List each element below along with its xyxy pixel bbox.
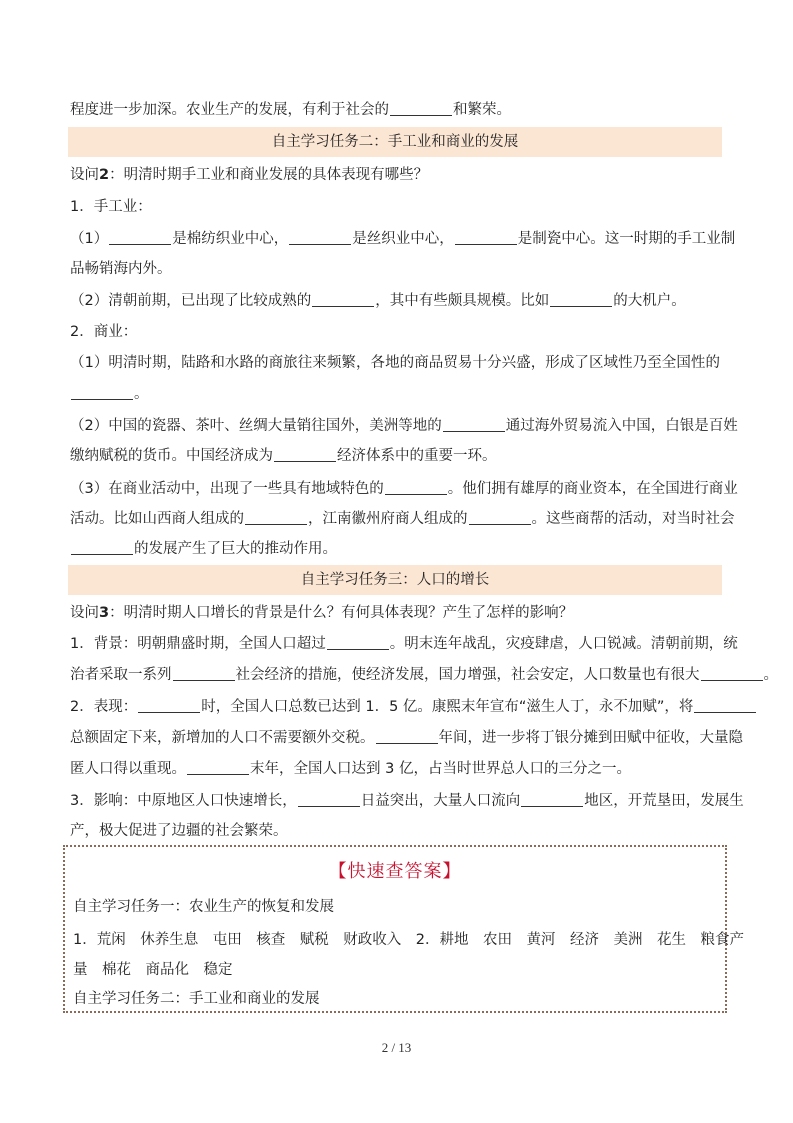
text: 缴纳赋税的货币。中国经济成为 (70, 448, 273, 464)
intro-end: 和繁荣。 (453, 102, 511, 118)
commerce-p2-line2 (70, 446, 497, 466)
commerce-p3-line2 (70, 509, 735, 529)
text: （2）中国的瓷器、茶叶、丝绸大量销往国外，美洲等地的 (70, 418, 442, 434)
task3-header: 自主学习任务三：人口的增长 (68, 565, 722, 595)
text: 3．影响：中原地区人口快速增长， (70, 793, 297, 809)
text: 。明末连年战乱，灾疫肆虐，人口锐减。清朝前期，统 (389, 636, 738, 652)
page-number: 2 / 13 (381, 1040, 412, 1055)
text: 是棉纺织业中心， (172, 231, 289, 247)
text: 的发展产生了巨大的推动作用。 (134, 541, 337, 557)
commerce-p1: （1）明清时期，陆路和水路的商旅往来频繁，各地的商品贸易十分兴盛，形成了区域性乃至全国性的 (70, 355, 720, 371)
blank[interactable] (390, 101, 452, 116)
text: 。这些商帮的活动，对当时社会 (531, 511, 735, 527)
text: 经济体系中的重要一环。 (337, 448, 497, 464)
text: 治者采取一系列 (70, 667, 172, 683)
text: 匿人口得以重现。 (70, 761, 186, 777)
text: 是丝织业中心， (352, 231, 454, 247)
population-effect (70, 791, 744, 811)
text: ，江南徽州府商人组成的 (308, 511, 468, 527)
population-performance-line2 (70, 728, 743, 748)
blank[interactable] (376, 729, 438, 744)
population-performance-line3 (70, 759, 631, 779)
commerce-p3-line3 (70, 539, 337, 559)
handicraft-p2 (70, 291, 686, 311)
blank[interactable] (71, 385, 133, 400)
question-number: 3 (99, 605, 110, 621)
blank[interactable] (298, 792, 360, 807)
section-handicraft-title: 1．手工业： (70, 199, 152, 215)
blank[interactable] (443, 417, 505, 432)
answer-title: 【快速查答案】 (328, 861, 462, 882)
question-text: ：明清时期人口增长的背景是什么？有何具体表现？产生了怎样的影响？ (109, 605, 574, 621)
text: 地区，开荒垦田，发展生 (584, 793, 744, 809)
answer-line2: 量 棉花 商品化 稳定 (73, 962, 233, 978)
blank[interactable] (173, 666, 235, 681)
blank[interactable] (71, 540, 133, 555)
text: 的大机户。 (613, 293, 686, 309)
blank[interactable] (327, 635, 389, 650)
question-text: ：明清时期手工业和商业发展的具体表现有哪些？ (109, 167, 429, 183)
text: 日益突出，大量人口流向 (360, 793, 521, 809)
text: 2．表现： (70, 699, 138, 715)
intro-line (70, 100, 511, 120)
blank[interactable] (187, 760, 249, 775)
blank[interactable] (469, 510, 531, 525)
text: 末年，全国人口达到 3 亿，占当时世界总人口的三分之一。 (250, 761, 631, 777)
text: （1） (70, 231, 109, 247)
commerce-p3 (70, 479, 738, 499)
blank[interactable] (455, 230, 517, 245)
question-label: 设问 (70, 167, 99, 183)
text: ，其中有些颇具规模。比如 (375, 293, 550, 309)
text: 总额固定下来，新增加的人口不需要额外交税。 (70, 730, 375, 746)
blank[interactable] (694, 698, 756, 713)
blank[interactable] (274, 447, 336, 462)
commerce-p1-line2 (70, 384, 149, 404)
blank[interactable] (521, 792, 583, 807)
blank[interactable] (138, 698, 200, 713)
blank[interactable] (312, 292, 374, 307)
text: （3）在商业活动中，出现了一些具有地域特色的 (70, 481, 384, 497)
question-number: 2 (99, 167, 110, 183)
text: 年间，进一步将丁银分摊到田赋中征收，大量隐 (438, 730, 743, 746)
text: 时，全国人口总数已达到 1．5 亿。康熙末年宣布“滋生人丁，永不加赋”，将 (201, 699, 694, 715)
population-performance (70, 697, 720, 717)
quick-answer-box (63, 845, 744, 1013)
text: 通过海外贸易流入中国，白银是百姓 (505, 418, 738, 434)
task2-header: 自主学习任务二：手工业和商业的发展 (68, 127, 722, 157)
text: 是制瓷中心。这一时期的手工业制 (517, 231, 736, 247)
blank[interactable] (245, 510, 307, 525)
section-commerce-title: 2．商业： (70, 324, 138, 340)
population-background (70, 634, 738, 654)
blank[interactable] (385, 480, 447, 495)
question-label: 设问 (70, 605, 99, 621)
text: 活动。比如山西商人组成的 (70, 511, 244, 527)
handicraft-p1-line2: 品畅销海内外。 (70, 261, 172, 277)
answer-task2-title: 自主学习任务二：手工业和商业的发展 (73, 991, 320, 1007)
commerce-p2 (70, 416, 738, 436)
blank[interactable] (109, 230, 171, 245)
text: 。他们拥有雄厚的商业资本，在全国进行商业 (447, 481, 738, 497)
population-effect-line2: 产，极大促进了边疆的社会繁荣。 (70, 823, 288, 839)
population-background-line2 (70, 665, 778, 685)
text: 1．背景：明朝鼎盛时期，全国人口超过 (70, 636, 326, 652)
answer-task1-title: 自主学习任务一：农业生产的恢复和发展 (73, 899, 334, 915)
answer-line1: 1．荒闲 休养生息 屯田 核查 赋税 财政收入 2．耕地 农田 黄河 经济 美洲 花生 粮食产 (73, 932, 744, 948)
blank[interactable] (550, 292, 612, 307)
handicraft-p1 (70, 229, 736, 249)
question-3 (70, 603, 573, 623)
blank[interactable] (701, 666, 763, 681)
text: 。 (134, 386, 149, 402)
text: 社会经济的措施，使经济发展，国力增强，社会安定，人口数量也有很大 (235, 667, 700, 683)
text: （2）清朝前期，已出现了比较成熟的 (70, 293, 312, 309)
blank[interactable] (289, 230, 351, 245)
intro-text: 程度进一步加深。农业生产的发展，有利于社会的 (70, 102, 389, 118)
question-2 (70, 165, 428, 185)
text: 。 (763, 667, 778, 683)
